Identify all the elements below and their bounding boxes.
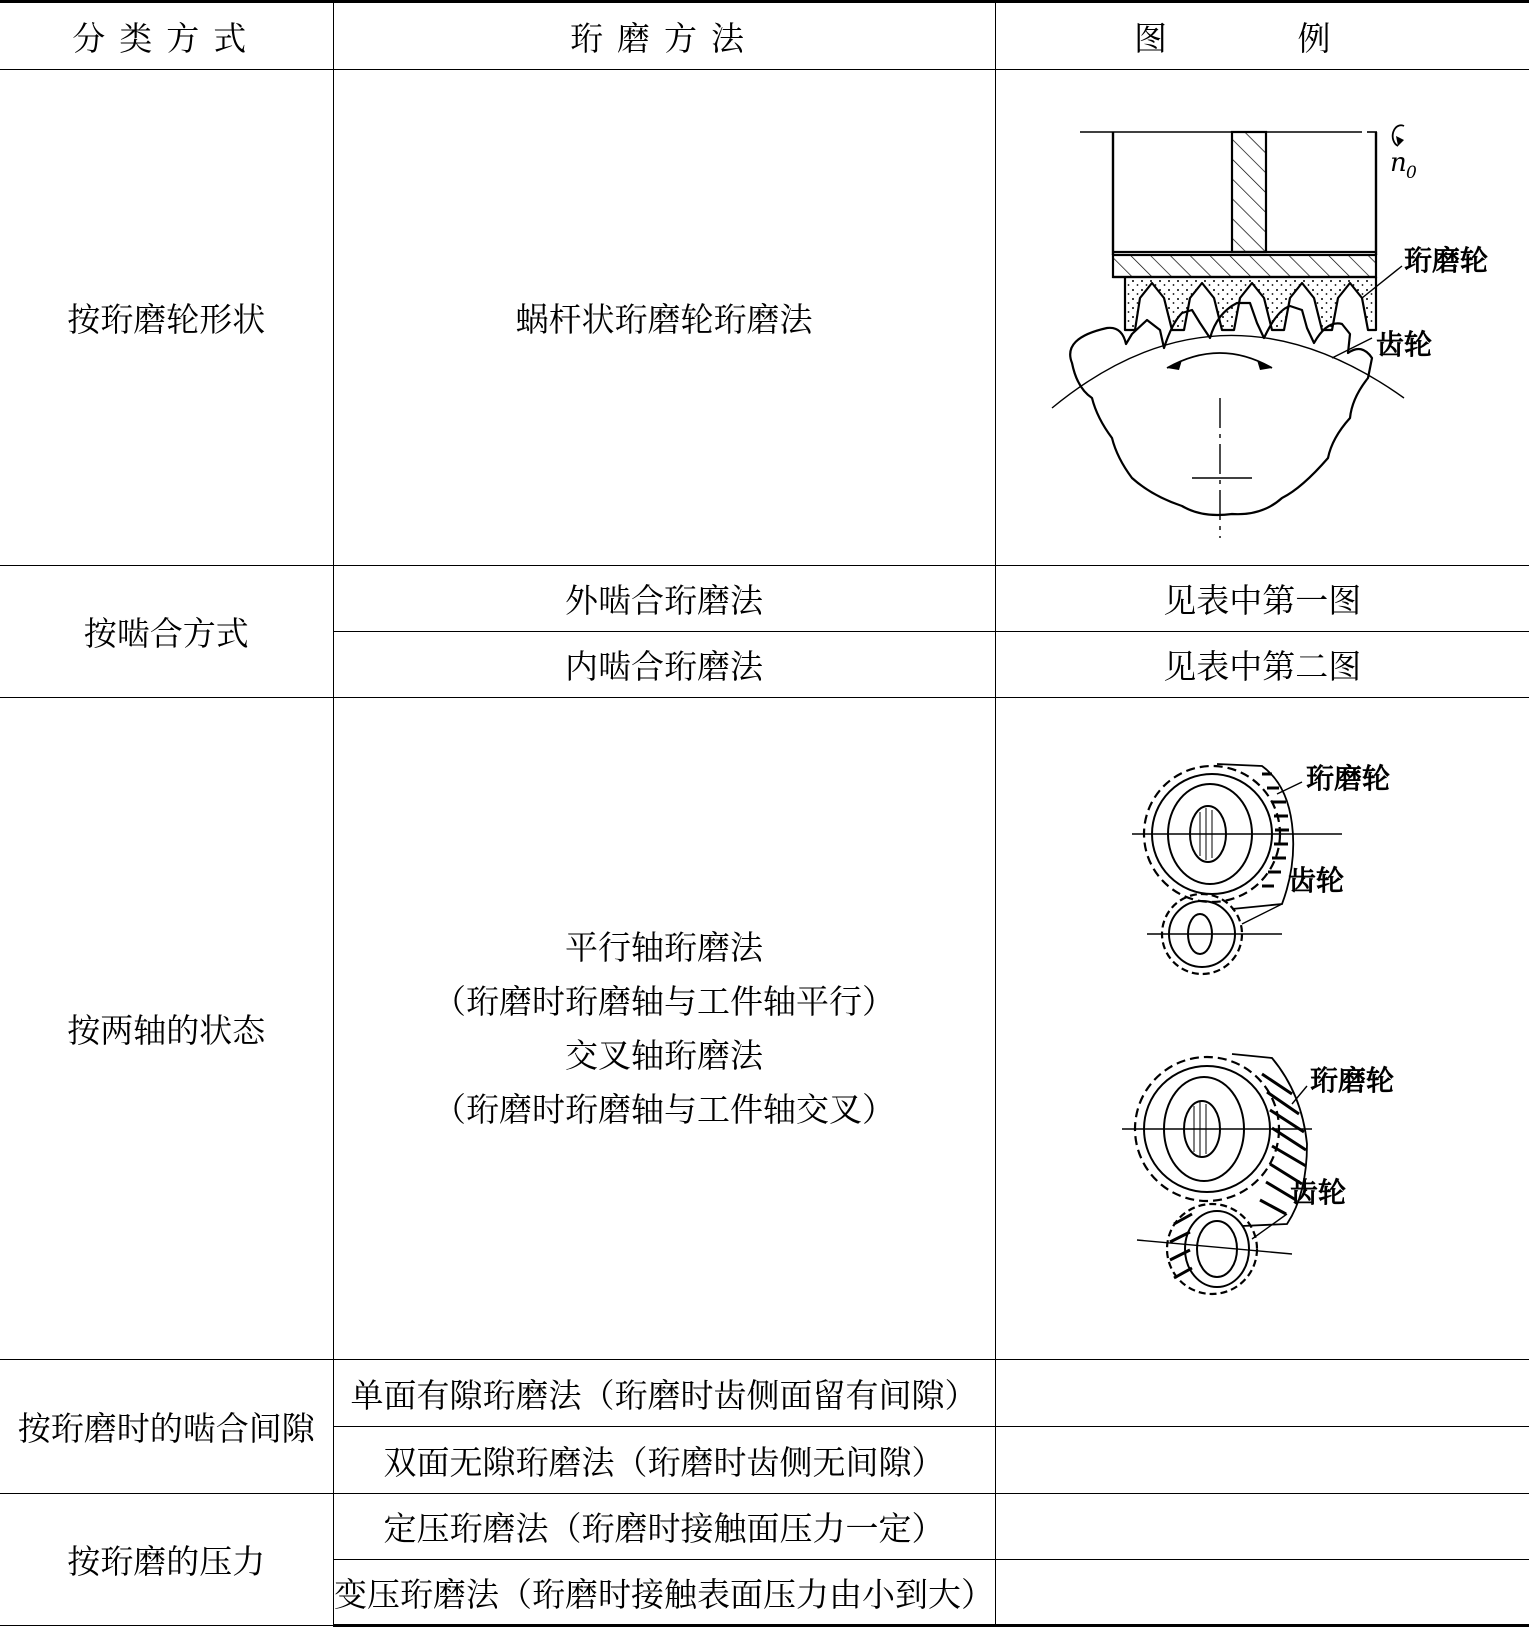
category-wheel-shape: 按珩磨轮形状	[0, 70, 333, 566]
method-crossed: 交叉轴珩磨法	[565, 1035, 763, 1075]
speed-label: n	[1390, 147, 1407, 178]
category-axes: 按两轴的状态	[0, 698, 333, 1360]
method-variable-pressure: 变压珩磨法（珩磨时接触表面压力由小到大）	[333, 1560, 995, 1626]
row-wheel-shape	[0, 70, 1529, 566]
row-clearance-single	[0, 1360, 1529, 1427]
legend-axes	[995, 698, 1529, 1360]
header-category: 分类方式	[0, 2, 333, 70]
method-parallel: 平行轴珩磨法	[565, 927, 763, 967]
method-crossed-note: （珩磨时珩磨轴与工件轴交叉）	[433, 1089, 895, 1129]
legend-constant-pressure	[995, 1494, 1529, 1560]
method-external-mesh: 外啮合珩磨法	[333, 566, 995, 632]
parallel-axis-figure	[1112, 744, 1412, 984]
method-internal-mesh: 内啮合珩磨法	[333, 632, 995, 698]
category-clearance: 按珩磨时的啮合间隙	[0, 1360, 333, 1494]
worm-honing-figure	[1032, 98, 1492, 538]
row-axes	[0, 698, 1529, 1360]
bottom-label-gear: 齿轮	[1290, 1175, 1347, 1209]
method-axes	[333, 698, 995, 1360]
method-double-flank: 双面无隙珩磨法（珩磨时齿侧无间隙）	[333, 1427, 995, 1494]
row-pressure-constant	[0, 1494, 1529, 1560]
legend-double-flank	[995, 1427, 1529, 1494]
bottom-label-honing-wheel: 珩磨轮	[1310, 1063, 1395, 1097]
method-parallel-note: （珩磨时珩磨轴与工件轴平行）	[433, 981, 895, 1021]
legend-internal-mesh: 见表中第二图	[995, 632, 1529, 698]
crossed-axis-figure	[1112, 1044, 1412, 1314]
label-gear: 齿轮	[1376, 327, 1433, 361]
method-worm-wheel: 蜗杆状珩磨轮珩磨法	[333, 70, 995, 566]
header-row	[0, 2, 1529, 70]
header-method: 珩磨方法	[333, 2, 995, 70]
category-pressure: 按珩磨的压力	[0, 1494, 333, 1626]
method-single-flank: 单面有隙珩磨法（珩磨时齿侧面留有间隙）	[333, 1360, 995, 1427]
header-legend: 图 例	[995, 2, 1529, 70]
legend-external-mesh: 见表中第一图	[995, 566, 1529, 632]
legend-variable-pressure	[995, 1560, 1529, 1626]
legend-worm-wheel	[995, 70, 1529, 566]
row-mesh-external	[0, 566, 1529, 632]
method-constant-pressure: 定压珩磨法（珩磨时接触面压力一定）	[333, 1494, 995, 1560]
speed-subscript: 0	[1406, 162, 1418, 183]
top-label-gear: 齿轮	[1288, 863, 1345, 897]
legend-single-flank	[995, 1360, 1529, 1427]
category-mesh: 按啮合方式	[0, 566, 333, 698]
label-honing-wheel: 珩磨轮	[1404, 243, 1489, 277]
top-label-honing-wheel: 珩磨轮	[1306, 761, 1391, 795]
